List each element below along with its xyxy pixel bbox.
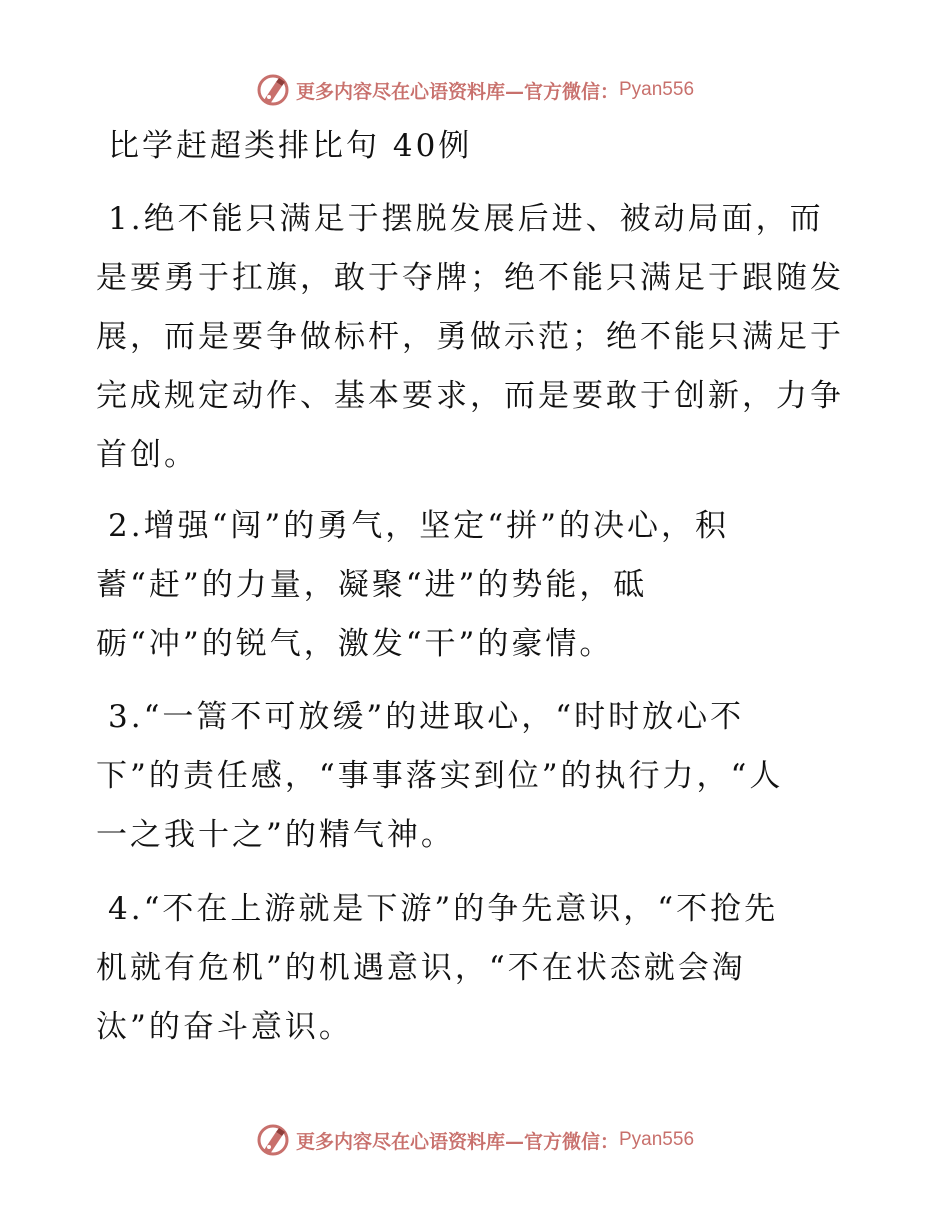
paragraph-3 <box>96 688 856 865</box>
paragraph-line: 一之我十之”的精气神。 <box>96 817 455 853</box>
paragraph-line: 是要勇于扛旗，敢于夺牌；绝不能只满足于跟随发 <box>96 260 844 296</box>
paragraph-line: 汰”的奋斗意识。 <box>96 1009 353 1045</box>
footer-watermark <box>0 1120 950 1160</box>
watermark-id: Pyan556 <box>619 79 695 100</box>
watermark-text: 更多内容尽在心语资料库—官方微信： <box>295 80 619 103</box>
document-title: 比学赶超类排比句 40例 <box>108 128 473 164</box>
header-watermark <box>0 70 950 110</box>
paragraph-4 <box>96 880 856 1057</box>
watermark-text: 更多内容尽在心语资料库—官方微信： <box>295 1130 619 1153</box>
paragraph-line: 砺“冲”的锐气，激发“干”的豪情。 <box>96 626 614 662</box>
paragraph-line: 下”的责任感，“事事落实到位”的执行力，“人 <box>96 758 784 794</box>
pen-logo-icon <box>256 1123 290 1157</box>
paragraph-2 <box>96 497 856 674</box>
paragraph-1 <box>96 190 856 485</box>
paragraph-line: 首创。 <box>96 437 198 473</box>
paragraph-line: 蓄“赶”的力量，凝聚“进”的势能，砥 <box>96 567 648 603</box>
paragraph-line: 机就有危机”的机遇意识，“不在状态就会淘 <box>96 950 746 986</box>
paragraph-line: 展，而是要争做标杆，勇做示范；绝不能只满足于 <box>96 319 844 355</box>
paragraph-line: 3.“一篙不可放缓”的进取心，“时时放心不 <box>108 699 745 735</box>
watermark-id: Pyan556 <box>619 1129 695 1150</box>
paragraph-line: 完成规定动作、基本要求，而是要敢于创新，力争 <box>96 378 844 414</box>
paragraph-line: 1.绝不能只满足于摆脱发展后进、被动局面，而 <box>108 201 824 237</box>
pen-logo-icon <box>256 73 290 107</box>
paragraph-line: 4.“不在上游就是下游”的争先意识，“不抢先 <box>108 891 779 927</box>
paragraph-line: 2.增强“闯”的勇气，坚定“拼”的决心，积 <box>108 508 729 544</box>
